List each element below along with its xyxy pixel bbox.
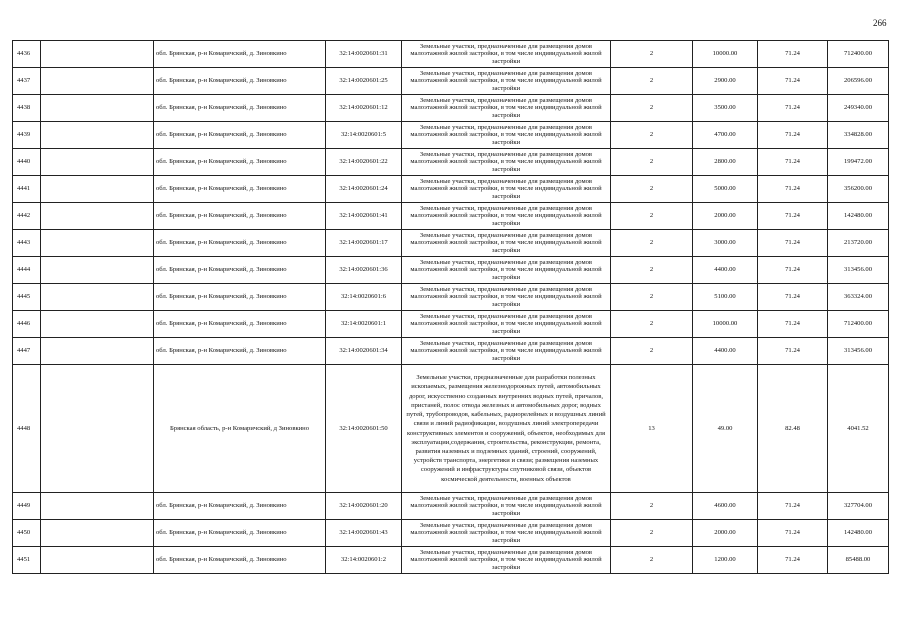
specific-value-cell: 71.24 [758,176,828,203]
area-cell: 2900.00 [693,68,758,95]
specific-value-cell: 71.24 [758,338,828,365]
cadastral-number-cell: 32:14:0020601:12 [326,95,402,122]
cadastral-value-cell: 363324.00 [828,284,889,311]
table-row [13,95,889,122]
use-group-cell: 2 [611,122,693,149]
cadastral-number-cell: 32:14:0020601:17 [326,230,402,257]
use-group-cell: 2 [611,547,693,574]
area-cell: 10000.00 [693,311,758,338]
blank-cell [41,284,154,311]
row-number-cell: 4447 [13,338,41,365]
blank-cell [41,365,154,493]
table-row [13,176,889,203]
use-group-cell: 2 [611,176,693,203]
address-cell: обл. Брянская, р-н Комаричский, д. Зиновкино [154,122,326,149]
specific-value-cell: 71.24 [758,257,828,284]
blank-cell [41,493,154,520]
row-number-cell: 4436 [13,41,41,68]
row-number-cell: 4445 [13,284,41,311]
cadastral-value-cell: 249340.00 [828,95,889,122]
area-cell: 5100.00 [693,284,758,311]
row-number-cell: 4444 [13,257,41,284]
address-cell: обл. Брянская, р-н Комаричский, д. Зиновкино [154,547,326,574]
row-number-cell: 4438 [13,95,41,122]
table-row [13,203,889,230]
specific-value-cell: 71.24 [758,547,828,574]
blank-cell [41,338,154,365]
use-group-cell: 2 [611,41,693,68]
specific-value-cell: 71.24 [758,149,828,176]
table-row [13,149,889,176]
use-group-cell: 2 [611,95,693,122]
land-use-cell: Земельные участки, предназначенные для разработки полезных ископаемых, размещения железнодорожных путей, автомобильных дорог, искусственно созданных внутренних водных путей, причалов, пристаней, полос отвода железных и автомобильных дорог, водных путей, трубопроводов, кабельных, радиорелейных и воздушных линий связи и линий радиофикации, воздушных линий электропередачи конструктивных элементов и сооружений, объектов, необходимых для эксплуатации,содержания, строительства, реконструкции, ремонта, развития наземных и подземных зданий, строений, сооружений, устройств транспорта, энергетики и связи; размещения наземных сооружений и инфраструктуры спутниковой связи, объектов космической деятельности, военных объектов [402,365,611,493]
specific-value-cell: 71.24 [758,203,828,230]
land-use-cell: Земельные участки, предназначенные для размещения домов малоэтажной жилой застройки, в том числе индивидуальной жилой застройки [402,520,611,547]
cadastral-value-cell: 199472.00 [828,149,889,176]
cadastral-number-cell: 32:14:0020601:50 [326,365,402,493]
use-group-cell: 2 [611,203,693,230]
land-use-cell: Земельные участки, предназначенные для размещения домов малоэтажной жилой застройки, в том числе индивидуальной жилой застройки [402,203,611,230]
table-row [13,338,889,365]
blank-cell [41,176,154,203]
address-cell: обл. Брянская, р-н Комаричский, д. Зиновкино [154,68,326,95]
cadastral-value-cell: 712400.00 [828,311,889,338]
specific-value-cell: 71.24 [758,41,828,68]
row-number-cell: 4442 [13,203,41,230]
blank-cell [41,547,154,574]
table-row [13,122,889,149]
row-number-cell: 4451 [13,547,41,574]
address-cell: обл. Брянская, р-н Комаричский, д. Зиновкино [154,230,326,257]
row-number-cell: 4450 [13,520,41,547]
table-row [13,68,889,95]
cadastral-number-cell: 32:14:0020601:24 [326,176,402,203]
specific-value-cell: 82.48 [758,365,828,493]
area-cell: 4600.00 [693,493,758,520]
area-cell: 4700.00 [693,122,758,149]
area-cell: 2800.00 [693,149,758,176]
cadastral-number-cell: 32:14:0020601:43 [326,520,402,547]
use-group-cell: 2 [611,284,693,311]
row-number-cell: 4439 [13,122,41,149]
area-cell: 4400.00 [693,257,758,284]
cadastral-value-cell: 334828.00 [828,122,889,149]
table-row [13,41,889,68]
cadastral-number-cell: 32:14:0020601:25 [326,68,402,95]
cadastral-value-cell: 213720.00 [828,230,889,257]
cadastral-number-cell: 32:14:0020601:6 [326,284,402,311]
cadastral-value-cell: 712400.00 [828,41,889,68]
use-group-cell: 2 [611,257,693,284]
row-number-cell: 4437 [13,68,41,95]
blank-cell [41,311,154,338]
cadastral-number-cell: 32:14:0020601:31 [326,41,402,68]
area-cell: 10000.00 [693,41,758,68]
cadastral-value-cell: 206596.00 [828,68,889,95]
blank-cell [41,149,154,176]
area-cell: 2000.00 [693,520,758,547]
specific-value-cell: 71.24 [758,68,828,95]
address-cell: обл. Брянская, р-н Комаричский, д. Зиновкино [154,95,326,122]
use-group-cell: 2 [611,493,693,520]
blank-cell [41,122,154,149]
use-group-cell: 2 [611,149,693,176]
specific-value-cell: 71.24 [758,95,828,122]
cadastral-value-cell: 142480.00 [828,520,889,547]
table-row [13,257,889,284]
address-cell: обл. Брянская, р-н Комаричский, д. Зиновкино [154,311,326,338]
row-number-cell: 4448 [13,365,41,493]
land-use-cell: Земельные участки, предназначенные для размещения домов малоэтажной жилой застройки, в том числе индивидуальной жилой застройки [402,149,611,176]
address-cell: обл. Брянская, р-н Комаричский, д. Зиновкино [154,284,326,311]
address-cell: обл. Брянская, р-н Комаричский, д. Зиновкино [154,149,326,176]
address-cell: Брянская область, р-н Комаричский, д Зиновкино [154,365,326,493]
land-use-cell: Земельные участки, предназначенные для размещения домов малоэтажной жилой застройки, в том числе индивидуальной жилой застройки [402,176,611,203]
cadastral-number-cell: 32:14:0020601:2 [326,547,402,574]
cadastral-number-cell: 32:14:0020601:41 [326,203,402,230]
use-group-cell: 13 [611,365,693,493]
cadastral-number-cell: 32:14:0020601:36 [326,257,402,284]
specific-value-cell: 71.24 [758,493,828,520]
cadastral-number-cell: 32:14:0020601:5 [326,122,402,149]
address-cell: обл. Брянская, р-н Комаричский, д. Зиновкино [154,257,326,284]
area-cell: 4400.00 [693,338,758,365]
cadastral-value-cell: 85488.00 [828,547,889,574]
area-cell: 49.00 [693,365,758,493]
specific-value-cell: 71.24 [758,520,828,547]
land-use-cell: Земельные участки, предназначенные для размещения домов малоэтажной жилой застройки, в том числе индивидуальной жилой застройки [402,257,611,284]
blank-cell [41,520,154,547]
area-cell: 5000.00 [693,176,758,203]
use-group-cell: 2 [611,338,693,365]
cadastral-value-cell: 142480.00 [828,203,889,230]
table-row [13,311,889,338]
land-use-cell: Земельные участки, предназначенные для размещения домов малоэтажной жилой застройки, в том числе индивидуальной жилой застройки [402,284,611,311]
address-cell: обл. Брянская, р-н Комаричский, д. Зиновкино [154,520,326,547]
table-row [13,547,889,574]
table-body [13,41,889,574]
blank-cell [41,68,154,95]
area-cell: 3000.00 [693,230,758,257]
blank-cell [41,95,154,122]
use-group-cell: 2 [611,68,693,95]
land-use-cell: Земельные участки, предназначенные для размещения домов малоэтажной жилой застройки, в том числе индивидуальной жилой застройки [402,68,611,95]
cadastral-value-cell: 313456.00 [828,257,889,284]
use-group-cell: 2 [611,311,693,338]
blank-cell [41,257,154,284]
specific-value-cell: 71.24 [758,122,828,149]
specific-value-cell: 71.24 [758,311,828,338]
cadastral-value-table [12,40,889,574]
cadastral-number-cell: 32:14:0020601:1 [326,311,402,338]
cadastral-number-cell: 32:14:0020601:22 [326,149,402,176]
land-use-cell: Земельные участки, предназначенные для размещения домов малоэтажной жилой застройки, в том числе индивидуальной жилой застройки [402,122,611,149]
cadastral-number-cell: 32:14:0020601:34 [326,338,402,365]
cadastral-number-cell: 32:14:0020601:20 [326,493,402,520]
table-row [13,230,889,257]
land-use-cell: Земельные участки, предназначенные для размещения домов малоэтажной жилой застройки, в том числе индивидуальной жилой застройки [402,338,611,365]
table-row [13,365,889,493]
row-number-cell: 4446 [13,311,41,338]
land-use-cell: Земельные участки, предназначенные для размещения домов малоэтажной жилой застройки, в том числе индивидуальной жилой застройки [402,41,611,68]
row-number-cell: 4449 [13,493,41,520]
address-cell: обл. Брянская, р-н Комаричский, д. Зиновкино [154,176,326,203]
blank-cell [41,230,154,257]
row-number-cell: 4440 [13,149,41,176]
use-group-cell: 2 [611,230,693,257]
blank-cell [41,203,154,230]
cadastral-value-cell: 4041.52 [828,365,889,493]
land-use-cell: Земельные участки, предназначенные для размещения домов малоэтажной жилой застройки, в том числе индивидуальной жилой застройки [402,230,611,257]
blank-cell [41,41,154,68]
land-use-cell: Земельные участки, предназначенные для размещения домов малоэтажной жилой застройки, в том числе индивидуальной жилой застройки [402,311,611,338]
area-cell: 2000.00 [693,203,758,230]
use-group-cell: 2 [611,520,693,547]
cadastral-value-cell: 313456.00 [828,338,889,365]
land-use-cell: Земельные участки, предназначенные для размещения домов малоэтажной жилой застройки, в том числе индивидуальной жилой застройки [402,493,611,520]
address-cell: обл. Брянская, р-н Комаричский, д. Зиновкино [154,41,326,68]
address-cell: обл. Брянская, р-н Комаричский, д. Зиновкино [154,338,326,365]
table-row [13,520,889,547]
row-number-cell: 4441 [13,176,41,203]
land-use-cell: Земельные участки, предназначенные для размещения домов малоэтажной жилой застройки, в том числе индивидуальной жилой застройки [402,547,611,574]
specific-value-cell: 71.24 [758,230,828,257]
area-cell: 1200.00 [693,547,758,574]
land-use-cell: Земельные участки, предназначенные для размещения домов малоэтажной жилой застройки, в том числе индивидуальной жилой застройки [402,95,611,122]
cadastral-value-cell: 356200.00 [828,176,889,203]
table-row [13,284,889,311]
address-cell: обл. Брянская, р-н Комаричский, д. Зиновкино [154,203,326,230]
row-number-cell: 4443 [13,230,41,257]
area-cell: 3500.00 [693,95,758,122]
page-number: 266 [873,18,887,28]
table-row [13,493,889,520]
address-cell: обл. Брянская, р-н Комаричский, д. Зиновкино [154,493,326,520]
cadastral-value-cell: 327704.00 [828,493,889,520]
specific-value-cell: 71.24 [758,284,828,311]
